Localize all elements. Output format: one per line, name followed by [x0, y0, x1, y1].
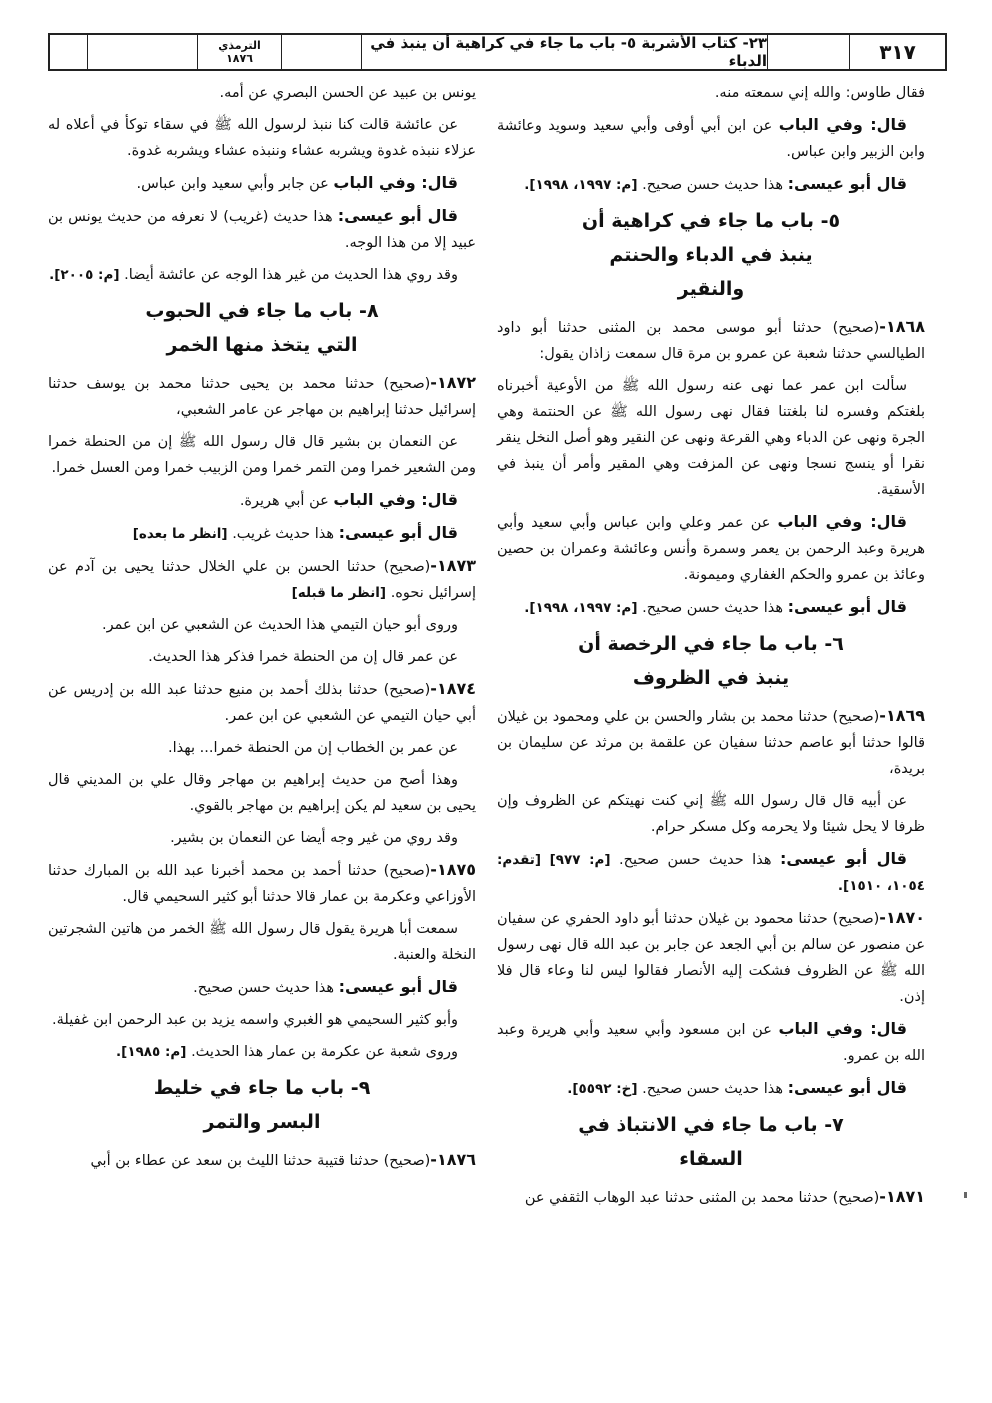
hadith-number: ١٨٧٠- [879, 908, 925, 927]
hadith [497, 1184, 925, 1211]
hadith-number: ١٨٧٤- [430, 679, 476, 698]
reference: [م: ٢٠٠٥]. [49, 267, 120, 283]
paragraph [48, 487, 476, 514]
reference: [م: ١٩٩٧، ١٩٩٨]. [524, 177, 638, 193]
header-cell-empty [50, 35, 87, 69]
chapter-line: البسر والتمر [203, 1111, 321, 1133]
keyword: قال: وفي الباب [777, 512, 908, 531]
running-title: ٢٣- كتاب الأشربة ٥- باب ما جاء في كراهية أن ينبذ في الدباء [361, 35, 767, 69]
keyword: قال: وفي الباب [778, 1019, 908, 1038]
hadith [497, 314, 925, 367]
header-cell-empty [281, 35, 361, 69]
hadith-matn: عن أبيه قال قال رسول الله ﷺ إني كنت نهيتكم عن الظروف وإن ظرفا لا يحل شيئا ولا يحرمه وكل مسكر حرام. [497, 793, 925, 835]
text: (صحيح) حدثنا محمد بن يحيى حدثنا محمد بن يوسف حدثنا إسرائيل حدثنا إبراهيم بن مهاجر عن عامر الشعبي، [48, 376, 476, 418]
text: (صحيح) حدثنا أحمد بن محمد أخبرنا عبد الله بن المبارك حدثنا الأوزاعي وعكرمة بن عمار قالا حدثنا أبو كثير السحيمي قال. [48, 863, 476, 905]
text: (صحيح) حدثنا محمد بن المثنى حدثنا عبد الوهاب الثقفي عن [524, 1190, 880, 1206]
chapter-line: ٧- باب ما جاء في الانتباذ في [578, 1114, 844, 1136]
chapter-heading [497, 1108, 925, 1176]
paragraph [497, 594, 925, 621]
paragraph: فقال طاوس: والله إني سمعته منه. [714, 85, 925, 101]
keyword: قال: وفي الباب [333, 490, 458, 509]
reference: [انظر ما قبله] [291, 585, 387, 601]
keyword: قال: وفي الباب [778, 115, 907, 134]
paragraph [48, 262, 476, 288]
text: (صحيح) حدثنا قتيبة حدثنا الليث بن سعد عن عطاء بن أبي [90, 1153, 431, 1169]
keyword: قال أبو عيسى: [338, 523, 458, 542]
text: هذا حديث حسن صحيح. [642, 1081, 788, 1097]
text: (صحيح) حدثنا بذلك أحمد بن منيع حدثنا عبد الله بن إدريس عن أبي حيان التيمي عن الشعبي عن ابن عمر. [48, 682, 476, 724]
keyword: قال أبو عيسى: [779, 849, 908, 868]
chapter-heading [497, 204, 925, 306]
text: هذا حديث حسن صحيح. [642, 177, 788, 193]
reference: [خ: ٥٥٩٢]. [567, 1081, 638, 1097]
hadith [48, 553, 476, 606]
paragraph [497, 1016, 925, 1069]
text: هذا حديث غريب. [232, 526, 339, 542]
hadith-number: ١٨٧٦- [430, 1150, 476, 1169]
hadith-matn: عن عائشة قالت كنا ننبذ لرسول الله ﷺ في سقاء توكأ في أعلاه له عزلاء ننبذه غدوة ويشربه عشاء وننبذه عشاء ويشربه غدوة. [48, 117, 476, 159]
paragraph [48, 203, 476, 256]
keyword: قال أبو عيسى: [338, 977, 458, 996]
page-header [48, 33, 947, 71]
paragraph: وروى أبو حيان التيمي هذا الحديث عن الشعبي عن ابن عمر. [101, 617, 458, 633]
hadith [48, 857, 476, 910]
paragraph [497, 112, 925, 165]
keyword: قال أبو عيسى: [787, 174, 907, 193]
text: (صحيح) حدثنا محمد بن بشار والحسن بن علي ومحمود بن غيلان قالوا حدثنا أبو عاصم حدثنا سفيان عن علقمة بن مرثد عن سليمان بن بريدة، [497, 709, 925, 777]
left-column [48, 80, 476, 1180]
hadith-matn: سألت ابن عمر عما نهى عنه رسول الله ﷺ من الأوعية أخبرناه بلغتكم وفسره لنا بلغتنا فقال نهى رسول الله ﷺ عن الحنتمة وهي الجرة ونهى عن الدباء وهي القرعة ونهى عن النقير وهو أصل النخل ينقر نقرا أو ينسج نسجا ونهى عن المزفت وهي المقير وأمر أن ينبذ في الأسقية. [497, 378, 925, 498]
source-name: الترمذي [218, 39, 261, 52]
header-cell-empty [87, 35, 197, 69]
right-column [497, 80, 925, 1217]
paragraph: عن عمر بن الخطاب إن من الحنطة خمرا... بهذا. [168, 740, 458, 756]
chapter-heading [48, 1071, 476, 1139]
text: (صحيح) حدثنا محمود بن غيلان حدثنا أبو داود الحفري عن سفيان عن منصور عن سالم بن أبي الجعد عن جابر بن عبد الله قال نهى رسول الله ﷺ عن الظروف فشكت إليه الأنصار فقالوا ليس لنا وعاء قال فلا إذن. [497, 911, 925, 1005]
chapter-heading [48, 294, 476, 362]
paragraph: يونس بن عبيد عن الحسن البصري عن أمه. [219, 85, 476, 101]
text: هذا حديث (غريب) لا نعرفه من حديث يونس بن عبيد إلا من هذا الوجه. [48, 209, 476, 251]
hadith [48, 370, 476, 423]
chapter-line: ٦- باب ما جاء في الرخصة أن [578, 633, 844, 655]
paragraph [48, 520, 476, 547]
chapter-line: ٨- باب ما جاء في الحبوب [145, 300, 379, 322]
text: (صحيح) حدثنا الحسن بن علي الخلال حدثنا يحيى بن آدم عن إسرائيل نحوه. [48, 559, 476, 601]
text: هذا حديث حسن صحيح. [642, 600, 788, 616]
hadith-matn: عن النعمان بن بشير قال قال رسول الله ﷺ إن من الحنطة خمرا ومن الشعير خمرا ومن التمر خمرا ومن الزبيب خمرا ومن العسل خمرا. [48, 434, 476, 476]
chapter-line: والنقير [677, 278, 745, 300]
source-reference [197, 35, 281, 69]
hadith-matn: سمعت أبا هريرة يقول قال رسول الله ﷺ الخمر من هاتين الشجرتين النخلة والعنبة. [48, 921, 476, 963]
hadith [497, 703, 925, 782]
chapter-line: ٩- باب ما جاء في خليط [153, 1077, 371, 1099]
keyword: قال أبو عيسى: [337, 206, 458, 225]
hadith-number: ١٨٧١- [879, 1187, 925, 1206]
chapter-line: السقاء [679, 1148, 743, 1170]
paragraph [497, 1075, 925, 1102]
chapter-line: التي يتخذ منها الخمر [166, 334, 358, 356]
reference: [انظر ما بعده] [132, 526, 228, 542]
paragraph: وأبو كثير السحيمي هو الغبري واسمه يزيد بن عبد الرحمن ابن غفيلة. [52, 1012, 458, 1028]
keyword: قال أبو عيسى: [787, 1078, 907, 1097]
keyword: قال: وفي الباب [333, 173, 458, 192]
hadith-number: ١٨٦٨- [879, 317, 925, 336]
text: عن جابر وأبي سعيد وابن عباس. [136, 176, 334, 192]
text: عن ابن أبي أوفى وأبي سعيد وسويد وعائشة وابن الزبير وابن عباس. [497, 118, 925, 160]
chapter-heading [497, 627, 925, 695]
text: هذا حديث حسن صحيح. [193, 980, 339, 996]
paragraph: وهذا أصح من حديث إبراهيم بن مهاجر وقال علي بن المديني قال يحيى بن سعيد لم يكن إبراهيم بن مهاجر بالقوي. [48, 772, 476, 814]
hadith-number: ١٨٦٩- [879, 706, 925, 725]
hadith-number: ١٨٧٢- [430, 373, 476, 392]
text: وقد روي هذا الحديث من غير هذا الوجه عن عائشة أيضا. [124, 267, 458, 283]
paragraph: وقد روي من غير وجه أيضا عن النعمان بن بشير. [170, 830, 458, 846]
hadith [48, 1147, 476, 1174]
header-cell-empty [767, 35, 849, 69]
page-number: ٣١٧ [849, 35, 945, 69]
paragraph [497, 509, 925, 588]
keyword: قال أبو عيسى: [787, 597, 907, 616]
text: (صحيح) حدثنا أبو موسى محمد بن المثنى حدثنا أبو داود الطيالسي حدثنا شعبة عن عمرو بن مرة قال سمعت زاذان يقول: [497, 320, 925, 362]
text: وروى شعبة عن عكرمة بن عمار هذا الحديث. [191, 1044, 458, 1060]
paragraph [497, 171, 925, 198]
source-number: ١٨٧٦ [226, 52, 253, 65]
hadith [48, 676, 476, 729]
paragraph: عن عمر قال إن من الحنطة خمرا فذكر هذا الحديث. [148, 649, 458, 665]
chapter-line: ينبذ في الدباء والحنتم [609, 244, 813, 266]
reference: [م: ١٩٩٧، ١٩٩٨]. [524, 600, 638, 616]
reference: [م: ٩٧٧] [تقدم: ١٠٥٤، ١٥١٠]. [497, 852, 925, 894]
text: هذا حديث حسن صحيح. [619, 852, 780, 868]
reference: [م: ١٩٨٥]. [116, 1044, 187, 1060]
paragraph [48, 1039, 476, 1065]
text: عن أبي هريرة. [239, 493, 334, 509]
hadith-number: ١٨٧٣- [430, 556, 476, 575]
chapter-line: ينبذ في الظروف [632, 667, 790, 689]
scan-edge-mark [964, 1192, 967, 1198]
hadith [497, 905, 925, 1010]
chapter-line: ٥- باب ما جاء في كراهية أن [581, 210, 841, 232]
text: عن ابن مسعود وأبي سعيد وأبي هريرة وعبد الله بن عمرو. [497, 1022, 925, 1064]
paragraph [48, 974, 476, 1001]
paragraph [497, 846, 925, 899]
text: عن عمر وعلي وابن عباس وأبي سعيد وأبي هريرة وعبد الرحمن بن يعمر وسمرة وأنس وعائشة وعمران بن حصين وعائذ بن عمرو والحكم الغفاري وميمونة. [497, 515, 925, 583]
hadith-number: ١٨٧٥- [430, 860, 476, 879]
paragraph [48, 170, 476, 197]
